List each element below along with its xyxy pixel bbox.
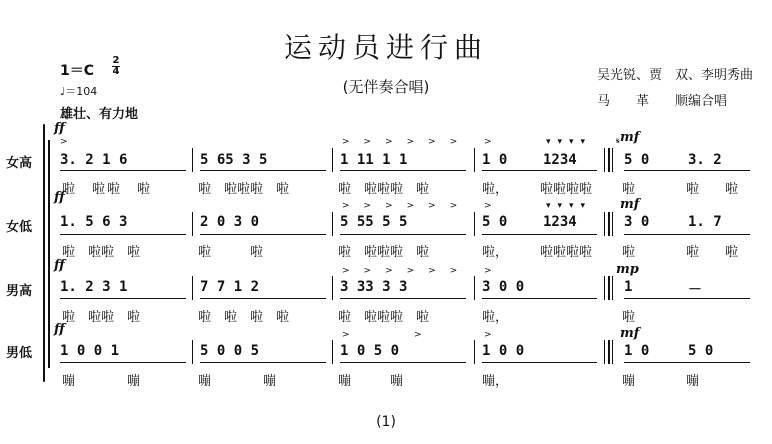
lyric: 啦 啦啦 啦 <box>62 245 141 260</box>
page-number: (1) <box>376 414 396 430</box>
accent-mark: > <box>414 330 422 340</box>
song-subtitle: (无伴奏合唱) <box>342 78 430 96</box>
double-bar-line <box>612 276 613 300</box>
beam-line <box>60 298 186 299</box>
lyric: 啦 啦啦 啦 <box>62 182 153 197</box>
measure: 3 33 3 3 <box>340 279 408 295</box>
tempo-marking <box>60 83 97 99</box>
beam-line <box>482 298 597 299</box>
segno-mark: 𝄋 <box>616 137 620 147</box>
lyric: 嘣， <box>482 374 509 389</box>
measure: 1 <box>624 279 633 295</box>
key-signature: 1＝C <box>60 63 95 79</box>
dynamic-ff-alto: ff <box>54 190 65 205</box>
dynamic-mp-tenor: mp <box>616 262 639 277</box>
lyric: 啦 啦 <box>198 245 264 260</box>
accent-mark: > <box>484 201 492 211</box>
double-bar-line <box>612 340 613 364</box>
beam-line <box>624 170 750 171</box>
lyric: 啦啦啦啦 <box>540 182 593 197</box>
measure: 1 11 1 1 <box>340 152 408 168</box>
measure: － <box>688 282 702 298</box>
arrangers-credit: 马 革 顺编合唱 <box>597 94 728 109</box>
dynamic-mf-bass: mf <box>620 326 640 341</box>
lyric: 嘣 <box>622 374 636 389</box>
lyric: 啦 <box>622 182 636 197</box>
beam-line <box>624 298 750 299</box>
measure: 5 65 3 5 <box>200 152 268 168</box>
measure: 5 0 <box>688 343 714 359</box>
measure: 1 0 5 0 <box>340 343 400 359</box>
bar-line <box>474 212 475 236</box>
lyric: 啦 啦啦啦 啦 <box>338 245 430 260</box>
accent-mark: > <box>484 137 492 147</box>
accent-marks: >>>>>> <box>342 266 472 276</box>
beam-line <box>482 170 597 171</box>
beam-line <box>200 362 326 363</box>
bar-line <box>192 148 193 172</box>
double-bar-line <box>612 212 613 236</box>
bar-line <box>192 212 193 236</box>
beam-line <box>200 170 326 171</box>
lyric: 啦 <box>622 310 636 325</box>
beam-line <box>60 170 186 171</box>
dynamic-mf-soprano: mf <box>620 130 640 145</box>
lyric: 啦 啦 <box>686 182 739 197</box>
beam-line <box>624 362 750 363</box>
measure: 1. 5 6 3 <box>60 214 128 230</box>
double-bar-line <box>608 276 610 300</box>
beam-line <box>340 362 466 363</box>
lyric: 啦 啦啦啦 啦 <box>198 182 290 197</box>
double-bar-line <box>608 212 610 236</box>
measure: 5 55 5 5 <box>340 214 408 230</box>
bar-line <box>332 148 333 172</box>
bar-line <box>332 212 333 236</box>
bar-line <box>474 276 475 300</box>
time-sig-top: 2 <box>112 55 120 66</box>
bar-line <box>474 340 475 364</box>
staccato-marks: ▾▾▾▾ <box>546 201 593 211</box>
measure: 5 0 <box>482 214 508 230</box>
measure: 1. 7 <box>688 214 722 230</box>
lyric: 啦 啦啦 啦 <box>62 310 141 325</box>
lyric: 啦 <box>622 245 636 260</box>
beam-line <box>60 362 186 363</box>
lyric: 啦 啦 <box>686 245 739 260</box>
measure: 1 0 <box>482 152 508 168</box>
beam-line <box>200 298 326 299</box>
expression-marking: 雄壮、有力地 <box>60 107 139 122</box>
beam-line <box>200 234 326 235</box>
bar-line <box>332 276 333 300</box>
part-label-alto: 女低 <box>6 220 33 235</box>
lyric: 啦 啦啦啦 啦 <box>338 182 430 197</box>
accent-marks: >>>>>> <box>342 201 472 211</box>
dynamic-ff-bass: ff <box>54 322 65 337</box>
bar-line <box>604 340 605 364</box>
lyric: 嘣 嘣 <box>338 374 404 389</box>
measure: 1 0 0 <box>482 343 525 359</box>
bar-line <box>192 340 193 364</box>
beam-line <box>482 362 597 363</box>
staccato-marks: ▾▾▾▾ <box>546 137 593 147</box>
quarter-note-icon: ♩ <box>60 85 66 98</box>
beam-line <box>624 234 750 235</box>
beam-line <box>60 234 186 235</box>
measure: 5 0 0 5 <box>200 343 260 359</box>
measure: 2 0 3 0 <box>200 214 260 230</box>
dynamic-ff-tenor: ff <box>54 258 65 273</box>
beam-line <box>340 298 466 299</box>
part-label-soprano: 女高 <box>6 156 33 171</box>
measure: 1234 <box>543 152 577 168</box>
measure: 3 0 <box>624 214 650 230</box>
tempo-value: ＝104 <box>65 85 98 98</box>
time-sig-bottom: 4 <box>112 66 120 77</box>
measure: 1234 <box>543 214 577 230</box>
lyric: 啦， <box>482 182 509 197</box>
lyric: 啦， <box>482 310 509 325</box>
composers-credit: 吴光锐、贾 双、李明秀曲 <box>597 68 754 83</box>
double-bar-line <box>612 148 613 172</box>
lyric: 嘣 嘣 <box>198 374 277 389</box>
measure: 1 0 <box>624 343 650 359</box>
bar-line <box>332 340 333 364</box>
bar-line <box>474 148 475 172</box>
measure: 7 7 1 2 <box>200 279 260 295</box>
accent-marks: >>>>>> <box>342 137 472 147</box>
double-bar-line <box>608 340 610 364</box>
part-label-bass: 男低 <box>6 346 33 361</box>
lyric: 啦啦啦啦 <box>540 245 593 260</box>
beam-line <box>482 234 597 235</box>
lyric: 嘣 嘣 <box>62 374 141 389</box>
dynamic-ff-soprano: ff <box>54 121 65 136</box>
bar-line <box>604 148 605 172</box>
bar-line <box>604 276 605 300</box>
song-title: 运动员进行曲 <box>283 31 488 64</box>
double-bar-line <box>608 148 610 172</box>
dynamic-mf-alto: mf <box>620 197 640 212</box>
accent-mark: > <box>60 137 68 147</box>
accent-mark: > <box>342 330 350 340</box>
measure: 5 0 <box>624 152 650 168</box>
lyric: 啦 啦 啦 啦 <box>198 310 290 325</box>
time-signature <box>112 56 120 77</box>
lyric: 啦 啦啦啦 啦 <box>338 310 430 325</box>
measure: 3. 2 1 6 <box>60 152 128 168</box>
accent-mark: > <box>484 330 492 340</box>
measure: 1 0 0 1 <box>60 343 120 359</box>
measure: 1. 2 3 1 <box>60 279 128 295</box>
measure: 3 0 0 <box>482 279 525 295</box>
bar-line <box>192 276 193 300</box>
lyric: 嘣 <box>686 374 700 389</box>
part-label-tenor: 男高 <box>6 284 33 299</box>
system-bracket-line <box>48 140 50 368</box>
system-brace <box>43 124 45 382</box>
beam-line <box>340 170 466 171</box>
measure: 3. 2 <box>688 152 722 168</box>
accent-mark: > <box>484 266 492 276</box>
bar-line <box>604 212 605 236</box>
lyric: 啦， <box>482 245 509 260</box>
beam-line <box>340 234 466 235</box>
